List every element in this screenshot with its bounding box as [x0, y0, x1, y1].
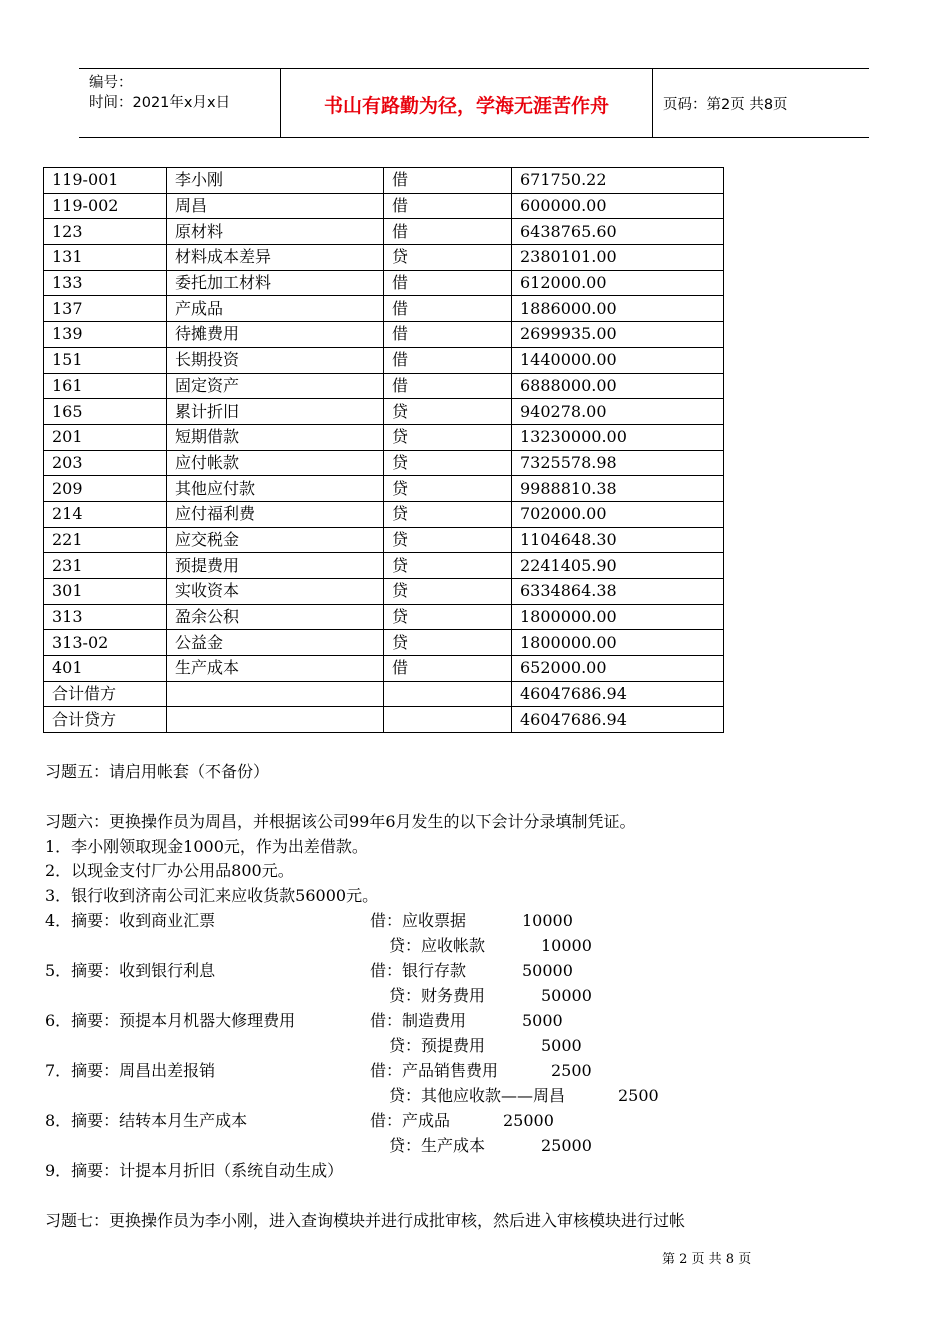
entry-credit: 贷：生产成本	[389, 1136, 486, 1155]
balance-direction-cell: 贷	[384, 501, 512, 527]
table-row	[44, 296, 724, 322]
table-row	[44, 604, 724, 630]
exercise-6-item-9: 9．摘要：计提本月折旧（系统自动生成）	[45, 1161, 344, 1180]
entry-summary: 4．摘要：收到商业汇票	[45, 911, 216, 930]
account-name-cell: 材料成本差异	[167, 245, 384, 271]
balance-direction-cell: 借	[384, 656, 512, 682]
table-row	[44, 579, 724, 605]
account-name-cell: 累计折旧	[167, 399, 384, 425]
balance-amount-cell: 1800000.00	[512, 604, 724, 630]
account-code-cell: 313	[44, 604, 167, 630]
balance-amount-cell: 9988810.38	[512, 476, 724, 502]
account-code-cell: 221	[44, 527, 167, 553]
exercise-6-item-3: 3．银行收到济南公司汇来应收货款56000元。	[45, 886, 379, 905]
balance-amount-cell: 652000.00	[512, 656, 724, 682]
account-name-cell: 应付福利费	[167, 501, 384, 527]
table-row	[44, 450, 724, 476]
balance-direction-cell: 借	[384, 219, 512, 245]
entry-debit: 借：银行存款	[370, 961, 467, 980]
account-code-cell: 401	[44, 656, 167, 682]
table-row	[44, 193, 724, 219]
account-name-cell: 其他应付款	[167, 476, 384, 502]
balance-direction-cell	[384, 681, 512, 707]
account-name-cell: 公益金	[167, 630, 384, 656]
account-code-cell: 165	[44, 399, 167, 425]
exercise-6-item-1: 1．李小刚领取现金1000元，作为出差借款。	[45, 837, 368, 856]
table-row	[44, 527, 724, 553]
balance-amount-cell: 940278.00	[512, 399, 724, 425]
account-name-cell: 待摊费用	[167, 322, 384, 348]
entry-summary: 8．摘要：结转本月生产成本	[45, 1111, 248, 1130]
account-code-cell: 131	[44, 245, 167, 271]
account-code-cell: 合计借方	[44, 681, 167, 707]
account-code-cell: 161	[44, 373, 167, 399]
account-name-cell: 固定资产	[167, 373, 384, 399]
account-code-cell: 合计贷方	[44, 707, 167, 733]
header-motto: 书山有路勤为径，学海无涯苦作舟	[323, 95, 609, 117]
exercise-6-item-2: 2．以现金支付厂办公用品800元。	[45, 861, 294, 880]
account-code-cell: 119-001	[44, 168, 167, 194]
entry-summary: 5．摘要：收到银行利息	[45, 961, 216, 980]
entry-credit-amount: 25000	[541, 1136, 592, 1155]
account-name-cell: 原材料	[167, 219, 384, 245]
account-code-cell: 151	[44, 347, 167, 373]
exercise-5: 习题五：请启用帐套（不备份）	[45, 762, 270, 781]
account-balance-table	[43, 167, 724, 733]
table-row	[44, 322, 724, 348]
balance-amount-cell: 46047686.94	[512, 707, 724, 733]
entry-credit-amount: 2500	[618, 1086, 659, 1105]
table-row	[44, 245, 724, 271]
balance-amount-cell: 6438765.60	[512, 219, 724, 245]
date-line: 时间：2021年x月x日	[89, 95, 231, 111]
balance-amount-cell: 1440000.00	[512, 347, 724, 373]
balance-direction-cell: 贷	[384, 604, 512, 630]
entry-debit-amount: 5000	[522, 1011, 563, 1030]
account-name-cell: 实收资本	[167, 579, 384, 605]
table-row	[44, 347, 724, 373]
account-name-cell: 生产成本	[167, 656, 384, 682]
exercise-7: 习题七：更换操作员为李小刚，进入查询模块并进行成批审核，然后进入审核模块进行过帐	[45, 1211, 686, 1230]
balance-amount-cell: 1800000.00	[512, 630, 724, 656]
balance-amount-cell: 7325578.98	[512, 450, 724, 476]
account-name-cell: 盈余公积	[167, 604, 384, 630]
account-code-cell: 231	[44, 553, 167, 579]
balance-direction-cell: 借	[384, 322, 512, 348]
table-row	[44, 399, 724, 425]
balance-amount-cell: 2699935.00	[512, 322, 724, 348]
balance-direction-cell: 借	[384, 347, 512, 373]
balance-direction-cell: 贷	[384, 399, 512, 425]
entry-debit: 借：应收票据	[370, 911, 467, 930]
account-name-cell: 李小刚	[167, 168, 384, 194]
balance-amount-cell: 1104648.30	[512, 527, 724, 553]
entry-debit-amount: 25000	[503, 1111, 554, 1130]
balance-direction-cell: 贷	[384, 424, 512, 450]
account-code-cell: 123	[44, 219, 167, 245]
table-row	[44, 476, 724, 502]
entry-debit: 借：产品销售费用	[370, 1061, 499, 1080]
table-row	[44, 424, 724, 450]
account-name-cell	[167, 707, 384, 733]
balance-direction-cell	[384, 707, 512, 733]
account-code-cell: 139	[44, 322, 167, 348]
header-meta	[89, 73, 230, 113]
balance-amount-cell: 612000.00	[512, 270, 724, 296]
balance-direction-cell: 借	[384, 168, 512, 194]
entry-credit: 贷：预提费用	[389, 1036, 486, 1055]
table-row	[44, 373, 724, 399]
table-row	[44, 681, 724, 707]
account-name-cell: 预提费用	[167, 553, 384, 579]
entry-credit: 贷：其他应收款——周昌	[389, 1086, 566, 1105]
balance-amount-cell: 46047686.94	[512, 681, 724, 707]
balance-direction-cell: 贷	[384, 579, 512, 605]
entry-debit: 借：产成品	[370, 1111, 451, 1130]
header-page-info: 页码：第2页 共8页	[663, 97, 788, 113]
balance-direction-cell: 贷	[384, 527, 512, 553]
balance-amount-cell: 2380101.00	[512, 245, 724, 271]
code-label: 编号：	[89, 75, 133, 91]
balance-amount-cell: 2241405.90	[512, 553, 724, 579]
balance-direction-cell: 借	[384, 296, 512, 322]
entry-debit: 借：制造费用	[370, 1011, 467, 1030]
account-code-cell: 119-002	[44, 193, 167, 219]
entry-debit-amount: 50000	[522, 961, 573, 980]
page-header	[79, 68, 869, 138]
entry-credit-amount: 50000	[541, 986, 592, 1005]
table-row	[44, 630, 724, 656]
balance-direction-cell: 贷	[384, 476, 512, 502]
entry-debit-amount: 10000	[522, 911, 573, 930]
account-name-cell: 委托加工材料	[167, 270, 384, 296]
exercise-6-title: 习题六：更换操作员为周昌，并根据该公司99年6月发生的以下会计分录填制凭证。	[45, 812, 636, 831]
entry-debit-amount: 2500	[551, 1061, 592, 1080]
entry-summary: 7．摘要：周昌出差报销	[45, 1061, 216, 1080]
account-name-cell: 短期借款	[167, 424, 384, 450]
account-name-cell: 产成品	[167, 296, 384, 322]
entry-credit-amount: 10000	[541, 936, 592, 955]
account-name-cell: 应交税金	[167, 527, 384, 553]
account-name-cell: 长期投资	[167, 347, 384, 373]
balance-amount-cell: 702000.00	[512, 501, 724, 527]
account-code-cell: 201	[44, 424, 167, 450]
balance-amount-cell: 13230000.00	[512, 424, 724, 450]
account-code-cell: 133	[44, 270, 167, 296]
header-divider	[652, 69, 653, 137]
entry-credit: 贷：应收帐款	[389, 936, 486, 955]
account-code-cell: 313-02	[44, 630, 167, 656]
entry-credit-amount: 5000	[541, 1036, 582, 1055]
balance-amount-cell: 1886000.00	[512, 296, 724, 322]
balance-direction-cell: 贷	[384, 553, 512, 579]
account-code-cell: 301	[44, 579, 167, 605]
table-row	[44, 219, 724, 245]
table-row	[44, 168, 724, 194]
account-code-cell: 209	[44, 476, 167, 502]
table-row	[44, 656, 724, 682]
balance-direction-cell: 借	[384, 193, 512, 219]
table-row	[44, 553, 724, 579]
account-code-cell: 214	[44, 501, 167, 527]
account-name-cell: 应付帐款	[167, 450, 384, 476]
balance-amount-cell: 600000.00	[512, 193, 724, 219]
entry-credit: 贷：财务费用	[389, 986, 486, 1005]
balance-amount-cell: 6334864.38	[512, 579, 724, 605]
balance-direction-cell: 贷	[384, 450, 512, 476]
account-code-cell: 203	[44, 450, 167, 476]
balance-amount-cell: 671750.22	[512, 168, 724, 194]
table-row	[44, 707, 724, 733]
balance-amount-cell: 6888000.00	[512, 373, 724, 399]
balance-direction-cell: 贷	[384, 630, 512, 656]
table-row	[44, 501, 724, 527]
table-row	[44, 270, 724, 296]
account-code-cell: 137	[44, 296, 167, 322]
balance-direction-cell: 贷	[384, 245, 512, 271]
balance-direction-cell: 借	[384, 373, 512, 399]
account-name-cell: 周昌	[167, 193, 384, 219]
account-name-cell	[167, 681, 384, 707]
balance-direction-cell: 借	[384, 270, 512, 296]
page-footer: 第 2 页 共 8 页	[662, 1252, 752, 1267]
entry-summary: 6．摘要：预提本月机器大修理费用	[45, 1011, 296, 1030]
